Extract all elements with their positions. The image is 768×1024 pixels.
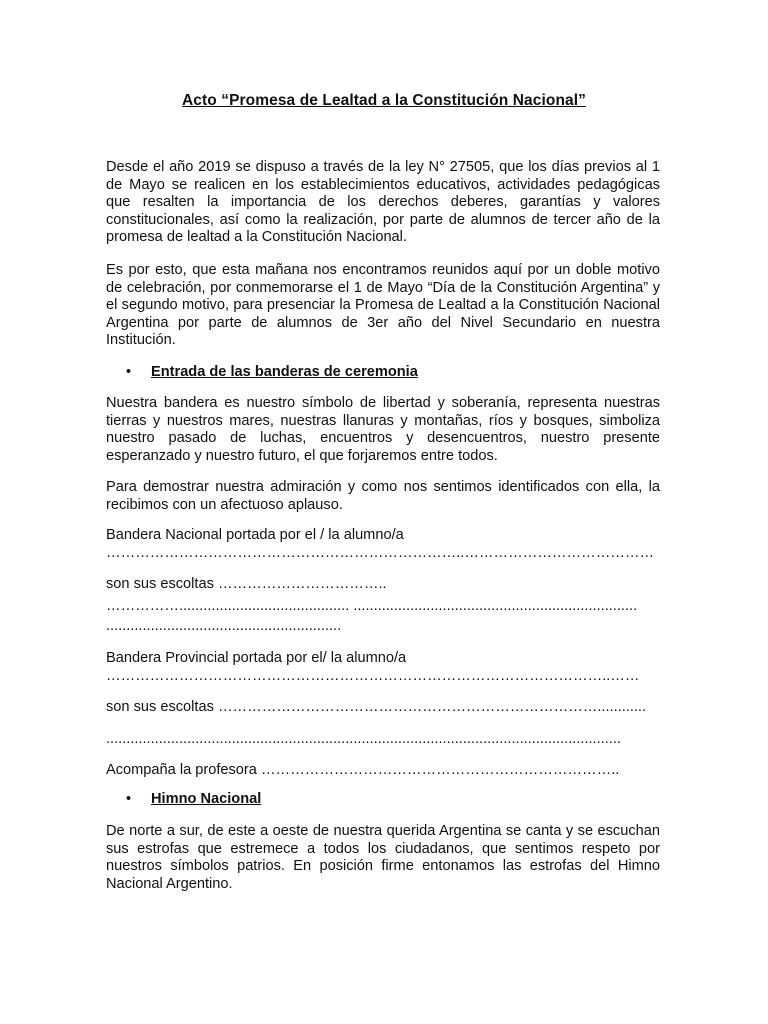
aplauso-paragraph: Para demostrar nuestra admiración y como nos sentimos identificados con ella, la recibimos con un afectuoso aplauso. [106, 479, 660, 513]
escoltas-provincial-label: son sus escoltas ……………………………………………………………………............ [106, 699, 647, 715]
motivo-paragraph: Es por esto, que esta mañana nos encontramos reunidos aquí por un doble motivo de celebración, por conmemorarse el 1 de Mayo “Día de la Constitución Argentina” y el segundo motivo, para presenciar la Promesa de Lealtad a la Constitución Nacional Argentina por parte de alumnos de 3er año del Nivel Secundario en nuestra Institución. [106, 262, 660, 349]
escoltas-nacional-fill-line-1: …………….......................................... ...................................................................... [106, 598, 638, 614]
bandera-paragraph: Nuestra bandera es nuestro símbolo de libertad y soberanía, representa nuestras tierras y nuestros mares, nuestras llanuras y montañas, ríos y bosques, simboliza nuestro pasado de luchas, encuentros y desencuentros, nuestro presente esperanzado y nuestro futuro, el que forjaremos entre todos. [106, 395, 660, 464]
escoltas-nacional-fill-line-2: .......................................................... [106, 618, 342, 634]
escoltas-nacional-label: son sus escoltas …………………………….. [106, 576, 387, 592]
bandera-nacional-fill-line: ………………………………………………………………..………………………………… [106, 545, 655, 561]
profesora-line: Acompaña la profesora ……………………………………………………………….. [106, 762, 620, 778]
section-heading-himno-label: Himno Nacional [151, 791, 262, 807]
section-heading-banderas [126, 364, 418, 382]
section-heading-banderas-label: Entrada de las banderas de ceremonia [151, 364, 418, 380]
himno-paragraph: De norte a sur, de este a oeste de nuestra querida Argentina se canta y se escuchan sus estrofas que estremece a todos los ciudadanos, que sentimos respeto por nuestros símbolos patrios. En posición firme entonamos las estrofas del Himno Nacional Argentino. [106, 823, 660, 892]
bandera-provincial-label: Bandera Provincial portada por el/ la alumno/a [106, 650, 407, 666]
document-title: Acto “Promesa de Lealtad a la Constitución Nacional” [182, 92, 586, 109]
bullet-icon: • [126, 791, 132, 807]
bullet-icon: • [126, 364, 132, 380]
section-heading-himno [126, 791, 261, 809]
bandera-provincial-fill-line: …………………………………………………………………………………………..…… [106, 668, 640, 684]
escoltas-provincial-fill-line: ............................................................................................................................... [106, 731, 621, 747]
intro-paragraph: Desde el año 2019 se dispuso a través de la ley N° 27505, que los días previos al 1 de Mayo se realicen en los establecimientos educativos, actividades pedagógicas que resalten la importancia de los derechos deberes, garantías y valores constitucionales, así como la realización, por parte de alumnos de tercer año de la promesa de lealtad a la Constitución Nacional. [106, 159, 660, 246]
bandera-nacional-label: Bandera Nacional portada por el / la alumno/a [106, 527, 404, 543]
